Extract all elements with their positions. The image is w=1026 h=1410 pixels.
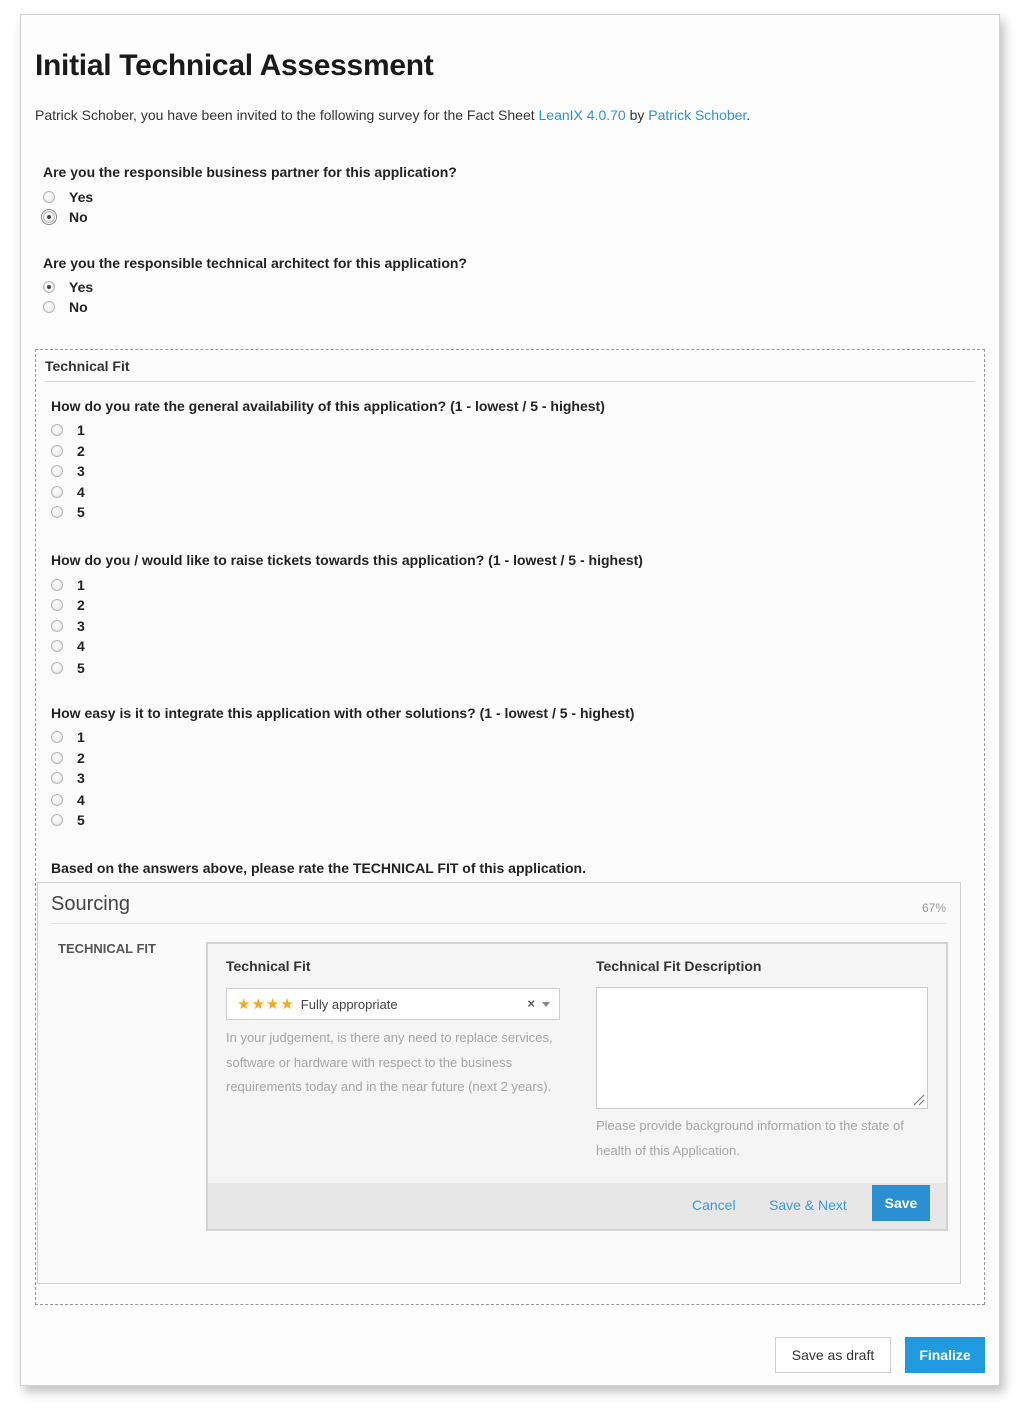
radio-label: Yes bbox=[69, 189, 94, 205]
radio-option[interactable] bbox=[51, 659, 85, 677]
radio-button[interactable] bbox=[51, 506, 63, 518]
completion-percent: 67% bbox=[921, 901, 946, 915]
radio-button[interactable] bbox=[51, 579, 63, 591]
radio-label: 2 bbox=[77, 443, 85, 459]
radio-label: No bbox=[69, 209, 88, 225]
radio-label: 5 bbox=[77, 812, 85, 828]
radio-option[interactable] bbox=[51, 576, 85, 594]
radio-label: 4 bbox=[77, 638, 85, 654]
chevron-down-icon[interactable] bbox=[542, 1002, 550, 1007]
finalize-button[interactable]: Finalize bbox=[905, 1337, 985, 1373]
question-integration: How easy is it to integrate this application with other solutions? (1 - lowest / 5 - highest) bbox=[51, 705, 635, 721]
resize-grip-icon[interactable] bbox=[911, 1092, 925, 1106]
intro-prefix: Patrick Schober, you have been invited to the following survey for the Fact Sheet bbox=[35, 107, 539, 123]
radio-label: 3 bbox=[77, 618, 85, 634]
radio-button[interactable] bbox=[51, 445, 63, 457]
radio-label: Yes bbox=[69, 279, 94, 295]
sourcing-title: Sourcing bbox=[51, 893, 130, 915]
radio-button[interactable] bbox=[51, 486, 63, 498]
divider bbox=[45, 381, 975, 382]
radio-label: 3 bbox=[77, 463, 85, 479]
intro-suffix: . bbox=[746, 107, 751, 123]
radio-button[interactable] bbox=[51, 424, 63, 436]
survey-intro bbox=[35, 107, 750, 123]
description-textarea[interactable] bbox=[596, 987, 928, 1109]
section-title: Technical Fit bbox=[45, 358, 130, 374]
selected-value: Fully appropriate bbox=[300, 996, 398, 1012]
radio-button[interactable] bbox=[51, 814, 63, 826]
radio-button-selected[interactable] bbox=[43, 281, 55, 293]
radio-label: 1 bbox=[77, 729, 85, 745]
save-next-button[interactable]: Save & Next bbox=[769, 1197, 847, 1213]
radio-button[interactable] bbox=[51, 731, 63, 743]
technical-fit-row-label: TECHNICAL FIT bbox=[58, 941, 156, 956]
radio-option[interactable] bbox=[43, 188, 93, 206]
radio-option[interactable] bbox=[51, 728, 85, 746]
description-help: Please provide background information to the state of health of this Application. bbox=[596, 1118, 904, 1158]
technical-fit-editor bbox=[206, 942, 948, 1231]
radio-label: No bbox=[69, 299, 88, 315]
editor-footer bbox=[208, 1183, 946, 1229]
radio-option[interactable] bbox=[43, 208, 88, 226]
page-title: Initial Technical Assessment bbox=[35, 49, 434, 82]
save-draft-button[interactable]: Save as draft bbox=[775, 1337, 891, 1373]
radio-label: 5 bbox=[77, 660, 85, 676]
radio-button[interactable] bbox=[43, 301, 55, 313]
radio-option[interactable] bbox=[51, 421, 85, 439]
rate-prompt: Based on the answers above, please rate the TECHNICAL FIT of this application. bbox=[51, 860, 586, 876]
intro-by: by bbox=[625, 107, 649, 123]
radio-button[interactable] bbox=[51, 599, 63, 611]
cancel-button[interactable]: Cancel bbox=[692, 1197, 736, 1213]
technical-fit-select[interactable] bbox=[226, 988, 560, 1020]
radio-label: 2 bbox=[77, 750, 85, 766]
author-link[interactable]: Patrick Schober bbox=[648, 107, 747, 123]
radio-option[interactable] bbox=[51, 462, 85, 480]
radio-button[interactable] bbox=[51, 662, 63, 674]
radio-label: 1 bbox=[77, 577, 85, 593]
technical-fit-help: In your judgement, is there any need to replace services, software or hardware with respect to the business requirements today and in the near future (next 2 years). bbox=[226, 1030, 553, 1094]
radio-label: 3 bbox=[77, 770, 85, 786]
radio-option[interactable] bbox=[51, 791, 85, 809]
radio-button[interactable] bbox=[51, 465, 63, 477]
technical-fit-field-label: Technical Fit bbox=[226, 958, 311, 974]
save-button[interactable]: Save bbox=[872, 1185, 930, 1221]
radio-button[interactable] bbox=[51, 620, 63, 632]
technical-fit-section bbox=[35, 349, 985, 1305]
question-technical-architect: Are you the responsible technical architect for this application? bbox=[43, 255, 467, 271]
radio-label: 2 bbox=[77, 597, 85, 613]
radio-option[interactable] bbox=[51, 811, 85, 829]
radio-button[interactable] bbox=[51, 640, 63, 652]
radio-option[interactable] bbox=[51, 503, 85, 521]
radio-option[interactable] bbox=[51, 442, 85, 460]
radio-option[interactable] bbox=[43, 278, 93, 296]
radio-label: 4 bbox=[77, 792, 85, 808]
radio-label: 1 bbox=[77, 422, 85, 438]
radio-button[interactable] bbox=[51, 772, 63, 784]
radio-label: 4 bbox=[77, 484, 85, 500]
radio-option[interactable] bbox=[51, 637, 85, 655]
question-business-partner: Are you the responsible business partner for this application? bbox=[43, 164, 457, 180]
radio-button-selected[interactable] bbox=[43, 211, 55, 223]
radio-button[interactable] bbox=[51, 794, 63, 806]
radio-button[interactable] bbox=[43, 191, 55, 203]
fact-sheet-link[interactable]: LeanIX 4.0.70 bbox=[538, 107, 626, 123]
radio-option[interactable] bbox=[51, 617, 85, 635]
radio-option[interactable] bbox=[43, 298, 88, 316]
radio-option[interactable] bbox=[51, 483, 85, 501]
description-field-label: Technical Fit Description bbox=[596, 958, 762, 974]
question-availability: How do you rate the general availability of this application? (1 - lowest / 5 - highest) bbox=[51, 398, 605, 414]
survey-card bbox=[20, 14, 1000, 1386]
radio-option[interactable] bbox=[51, 749, 85, 767]
radio-label: 5 bbox=[77, 504, 85, 520]
radio-option[interactable] bbox=[51, 769, 85, 787]
clear-icon[interactable]: × bbox=[527, 996, 535, 1011]
sourcing-panel bbox=[37, 882, 961, 1284]
radio-button[interactable] bbox=[51, 752, 63, 764]
radio-option[interactable] bbox=[51, 596, 85, 614]
question-tickets: How do you / would like to raise tickets towards this application? (1 - lowest / 5 - highest) bbox=[51, 552, 643, 568]
divider bbox=[51, 923, 947, 924]
star-rating-icon: ★★★★ bbox=[237, 996, 295, 1013]
